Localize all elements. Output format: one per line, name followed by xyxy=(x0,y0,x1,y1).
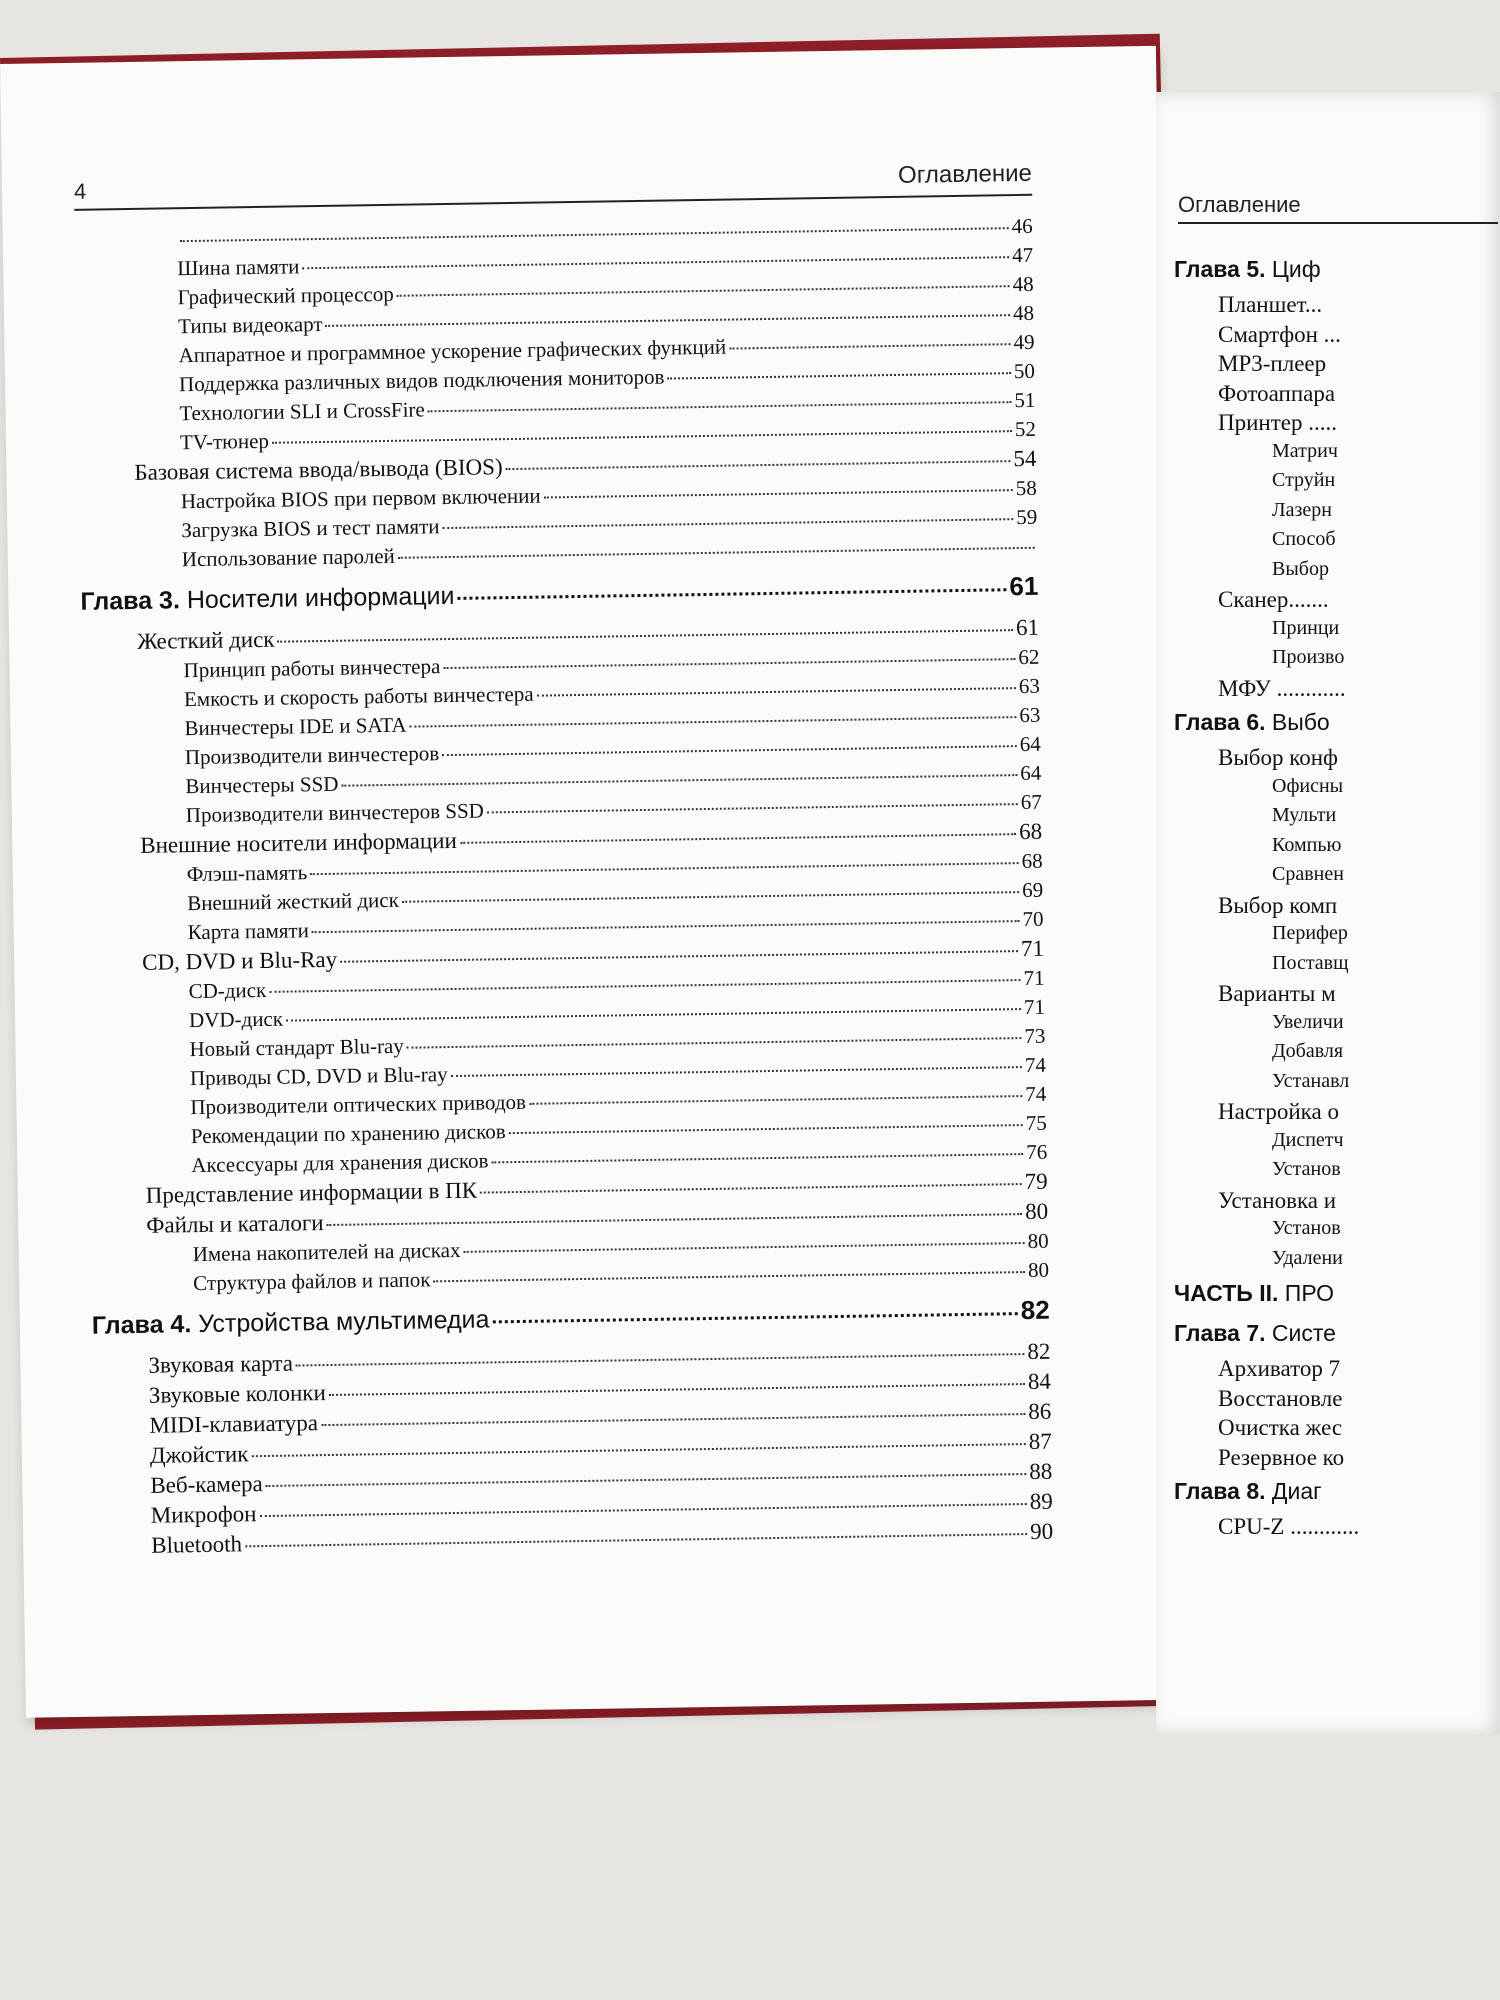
toc-page-number: 48 xyxy=(1012,300,1035,326)
toc-entry: МФУ ............ xyxy=(1218,675,1346,701)
toc-entry-label: Шина памяти xyxy=(177,254,300,281)
toc-page-number: 71 xyxy=(1023,965,1045,991)
toc-entry: Сканер....... xyxy=(1218,587,1329,612)
toc-entry-label: Внешние носители информации xyxy=(140,827,457,858)
chapter-number: Глава 8. xyxy=(1174,1478,1266,1504)
dot-leader xyxy=(491,1153,1023,1163)
toc-entry-label: DVD-диск xyxy=(188,1006,284,1033)
left-page xyxy=(0,46,1182,1718)
toc-entry: Выбор xyxy=(1272,557,1329,580)
dot-leader xyxy=(487,803,1018,813)
toc-entry-label: Жесткий диск xyxy=(136,626,275,654)
dot-leader xyxy=(341,774,1017,787)
toc-entry: Устанавл xyxy=(1272,1069,1350,1092)
dot-leader xyxy=(667,372,1011,379)
toc-entry-label: Рекомендации по хранению дисков xyxy=(190,1119,506,1149)
toc-entry-label: Производители винчестеров xyxy=(184,741,440,770)
toc-page-number: 84 xyxy=(1027,1368,1052,1395)
dot-leader xyxy=(266,1473,1027,1487)
dot-leader xyxy=(460,833,1016,844)
toc-page-number: 82 xyxy=(1020,1294,1050,1326)
toc-entry: Офисны xyxy=(1272,774,1344,797)
dot-leader xyxy=(245,1533,1027,1547)
toc-entry-label: Bluetooth xyxy=(151,1531,243,1558)
toc-entry: Мульти xyxy=(1272,804,1337,826)
dot-leader xyxy=(509,1124,1023,1134)
toc-page-number: 61 xyxy=(1015,614,1040,641)
chapter-number: Глава 4. xyxy=(91,1310,192,1340)
dot-leader xyxy=(457,588,1006,600)
toc-page-number: 76 xyxy=(1026,1139,1048,1165)
toc-page-number: 64 xyxy=(1020,760,1042,786)
toc-entry: Настройка о xyxy=(1218,1099,1339,1124)
toc-entry: Компью xyxy=(1272,833,1342,856)
toc-entry-label: TV-тюнер xyxy=(179,428,270,455)
toc-chapter-entry xyxy=(1174,1276,1500,1316)
toc-chapter-entry xyxy=(1174,705,1500,745)
dot-leader xyxy=(272,430,1012,444)
dot-leader xyxy=(397,285,1010,297)
toc-page-number: 73 xyxy=(1024,1023,1046,1049)
toc-entry-label: Емкость и скорость работы винчестера xyxy=(183,681,534,712)
right-running-title: Оглавление xyxy=(1178,192,1498,224)
chapter-title: Устройства мультимедиа xyxy=(198,1305,490,1339)
dot-leader xyxy=(407,1037,1022,1049)
toc-entry-label: Флэш-память xyxy=(186,860,308,887)
dot-leader xyxy=(433,1271,1025,1282)
chapter-title: Циф xyxy=(1271,256,1321,282)
toc-page-number: 75 xyxy=(1025,1110,1047,1136)
toc-entry: Восстановле xyxy=(1218,1385,1343,1411)
dot-leader xyxy=(492,1312,1017,1323)
toc-page-number: 80 xyxy=(1027,1228,1049,1254)
toc-chapter-entry xyxy=(1174,252,1500,292)
toc-page-number: 90 xyxy=(1029,1518,1054,1544)
toc-entry-label: Типы видеокарт xyxy=(177,311,323,339)
toc-entry-label: Веб-камера xyxy=(150,1471,263,1498)
right-page xyxy=(1156,92,1500,1734)
toc-entry-label: Внешний жесткий диск xyxy=(187,887,400,916)
toc-page-number: 80 xyxy=(1024,1198,1049,1225)
dot-leader xyxy=(398,547,1035,559)
dot-leader xyxy=(428,401,1012,412)
toc-entry-label: Аппаратное и программное ускорение графических функций xyxy=(178,334,727,368)
toc-entry: Установ xyxy=(1272,1217,1341,1239)
toc-entry-label: Микрофон xyxy=(150,1501,257,1528)
toc-entry: MP3-плеер xyxy=(1218,351,1327,376)
toc-page-number: 46 xyxy=(1011,213,1033,239)
toc-entry-label: Аксессуары для хранения дисков xyxy=(191,1148,489,1178)
toc-page-number: 86 xyxy=(1028,1398,1052,1425)
table-of-contents xyxy=(75,214,1054,1564)
toc-entry-label: CD, DVD и Blu-Ray xyxy=(141,946,338,975)
toc-entry-label: Имена накопителей на дисках xyxy=(192,1237,461,1267)
toc-entry-label: Производители оптических приводов xyxy=(190,1089,527,1120)
dot-leader xyxy=(464,1242,1025,1253)
toc-entry: Произво xyxy=(1272,646,1345,668)
toc-entry-label: Приводы CD, DVD и Blu-ray xyxy=(189,1062,448,1091)
dot-leader xyxy=(340,950,1018,963)
chapter-number: Глава 7. xyxy=(1174,1320,1266,1346)
toc-entry: Фотоаппара xyxy=(1218,380,1336,406)
toc-entry: Сравнен xyxy=(1272,863,1344,885)
toc-entry-label: CD-диск xyxy=(188,977,267,1004)
page-header xyxy=(74,154,1033,211)
toc-entry: Установка и xyxy=(1218,1187,1337,1213)
toc-entry-label: Технологии SLI и CrossFire xyxy=(179,397,425,426)
toc-page-number: 63 xyxy=(1018,673,1041,699)
dot-leader xyxy=(729,343,1010,349)
toc-entry-label: Поддержка различных видов подключения мониторов xyxy=(178,364,665,397)
toc-entry: Смартфон ... xyxy=(1218,321,1341,347)
toc-page-number: 48 xyxy=(1012,271,1034,297)
chapter-number: ЧАСТЬ II. xyxy=(1174,1280,1279,1306)
toc-page-number: 68 xyxy=(1021,848,1043,874)
toc-entry-label xyxy=(92,1305,490,1340)
dot-leader xyxy=(480,1183,1022,1194)
chapter-number: Глава 5. xyxy=(1174,256,1266,282)
chapter-title: Систе xyxy=(1271,1320,1336,1346)
toc-chapter-entry xyxy=(1174,1316,1500,1356)
toc-entry-label: Загрузка BIOS и тест памяти xyxy=(181,514,440,543)
chapter-title: Диаг xyxy=(1271,1478,1322,1504)
toc-entry-label: Карта памяти xyxy=(187,918,310,945)
toc-page-number: 52 xyxy=(1014,416,1037,442)
chapter-title: Выбо xyxy=(1271,709,1330,735)
toc-entry-label: Настройка BIOS при первом включении xyxy=(180,483,541,514)
toc-entry-label: MIDI-клавиатура xyxy=(149,1410,319,1438)
toc-page-number: 62 xyxy=(1018,644,1040,670)
dot-leader xyxy=(329,1383,1025,1396)
toc-entry-label: Винчестеры IDE и SATA xyxy=(184,712,407,741)
toc-entry: Диспетч xyxy=(1272,1128,1344,1151)
toc-page-number: 89 xyxy=(1029,1488,1053,1515)
toc-entry-label: Файлы и каталоги xyxy=(146,1210,324,1238)
toc-entry: Резервное ко xyxy=(1218,1444,1345,1470)
dot-leader xyxy=(327,1213,1023,1226)
toc-entry-label: Новый стандарт Blu-ray xyxy=(189,1033,404,1062)
dot-leader xyxy=(269,979,1020,993)
dot-leader xyxy=(451,1066,1022,1077)
toc-entry-label: Базовая система ввода/вывода (BIOS) xyxy=(134,454,503,485)
toc-entry-label: Звуковая карта xyxy=(148,1350,294,1378)
dot-leader xyxy=(529,1095,1022,1105)
toc-page-number: 47 xyxy=(1011,242,1034,268)
toc-page-number: 82 xyxy=(1027,1338,1051,1365)
toc-entry: Выбор комп xyxy=(1218,892,1338,918)
toc-entry: Установ xyxy=(1272,1158,1341,1180)
toc-entry-label xyxy=(80,582,454,617)
dot-leader xyxy=(180,227,1009,242)
toc-page-number: 50 xyxy=(1013,358,1036,384)
toc-entry: Архиватор 7 xyxy=(1218,1356,1341,1381)
chapter-number: Глава 6. xyxy=(1174,709,1266,735)
dot-leader xyxy=(296,1353,1024,1366)
toc-entry: Удалени xyxy=(1272,1246,1343,1269)
chapter-number: Глава 3. xyxy=(80,586,181,616)
page-number: 4 xyxy=(73,178,87,204)
dot-leader xyxy=(321,1413,1025,1426)
toc-entry: Выбор конф xyxy=(1218,745,1338,770)
dot-leader xyxy=(410,716,1017,728)
dot-leader xyxy=(326,314,1011,327)
dot-leader xyxy=(251,1443,1025,1457)
chapter-title: ПРО xyxy=(1284,1280,1335,1306)
toc-page-number: 49 xyxy=(1013,329,1035,355)
toc-entry-label: Графический процессор xyxy=(177,281,394,310)
dot-leader xyxy=(259,1503,1026,1517)
toc-entry: Принтер ..... xyxy=(1218,410,1337,435)
toc-entry-label: Звуковые колонки xyxy=(148,1380,326,1408)
toc-entry: Струйн xyxy=(1272,469,1336,491)
toc-page-number: 74 xyxy=(1025,1081,1047,1107)
running-title: Оглавление xyxy=(897,159,1033,189)
toc-page-number: 58 xyxy=(1015,475,1037,501)
toc-page-number: 80 xyxy=(1027,1257,1050,1282)
toc-entry: Лазерн xyxy=(1272,498,1332,521)
toc-page-number: 70 xyxy=(1022,906,1044,932)
dot-leader xyxy=(544,489,1013,498)
toc-entry-label: Использование паролей xyxy=(181,543,395,572)
toc-entry: Варианты м xyxy=(1218,981,1336,1006)
toc-entry: Увеличи xyxy=(1272,1010,1344,1033)
toc-entry: Принци xyxy=(1272,616,1340,639)
toc-page-number: 61 xyxy=(1009,570,1039,602)
toc-page-number: 59 xyxy=(1016,504,1038,530)
toc-entry-label: Производители винчестеров SSD xyxy=(185,798,485,828)
toc-entry: Способ xyxy=(1272,528,1336,550)
toc-entry: Добавля xyxy=(1272,1040,1344,1062)
toc-page-number: 71 xyxy=(1023,994,1046,1020)
dot-leader xyxy=(286,1008,1021,1022)
toc-page-number: 79 xyxy=(1024,1168,1048,1195)
toc-page-number: 87 xyxy=(1028,1428,1052,1455)
toc-page-number: 51 xyxy=(1014,387,1036,413)
toc-entry: Очистка жес xyxy=(1218,1415,1343,1440)
dot-leader xyxy=(537,687,1016,697)
toc-page-number: 69 xyxy=(1021,877,1044,903)
toc-entry: Матрич xyxy=(1272,439,1338,462)
toc-page-number: 68 xyxy=(1018,818,1043,845)
dot-leader xyxy=(443,518,1014,529)
toc-entry-label: Джойстик xyxy=(149,1441,249,1468)
toc-entry-label: Принцип работы винчестера xyxy=(183,654,441,683)
toc-page-number: 67 xyxy=(1020,789,1042,815)
dot-leader xyxy=(402,891,1019,903)
toc-page-number: 74 xyxy=(1024,1052,1047,1078)
toc-entry-label: Винчестеры SSD xyxy=(185,771,339,799)
dot-leader xyxy=(312,920,1020,933)
toc-page-number: 54 xyxy=(1013,445,1037,472)
dot-leader xyxy=(506,460,1011,470)
toc-entry: CPU-Z ............ xyxy=(1218,1514,1360,1539)
toc-entry: Поставщ xyxy=(1272,951,1349,974)
right-table-of-contents xyxy=(1174,252,1500,1544)
toc-entry: Перифер xyxy=(1272,922,1348,944)
toc-entry-label: Представление информации в ПК xyxy=(145,1177,478,1208)
toc-entry: Планшет... xyxy=(1218,292,1323,317)
dot-leader xyxy=(302,256,1009,269)
dot-leader xyxy=(310,862,1018,875)
chapter-title: Носители информации xyxy=(186,581,455,615)
toc-chapter-entry xyxy=(1174,1474,1500,1514)
dot-leader xyxy=(278,629,1014,643)
dot-leader xyxy=(443,658,1015,669)
toc-page-number: 64 xyxy=(1019,731,1041,757)
dot-leader xyxy=(442,745,1017,756)
toc-entry-label: Структура файлов и папок xyxy=(192,1267,431,1296)
toc-page-number: 63 xyxy=(1019,702,1041,728)
toc-page-number: 71 xyxy=(1020,935,1045,962)
toc-page-number: 88 xyxy=(1029,1458,1053,1485)
